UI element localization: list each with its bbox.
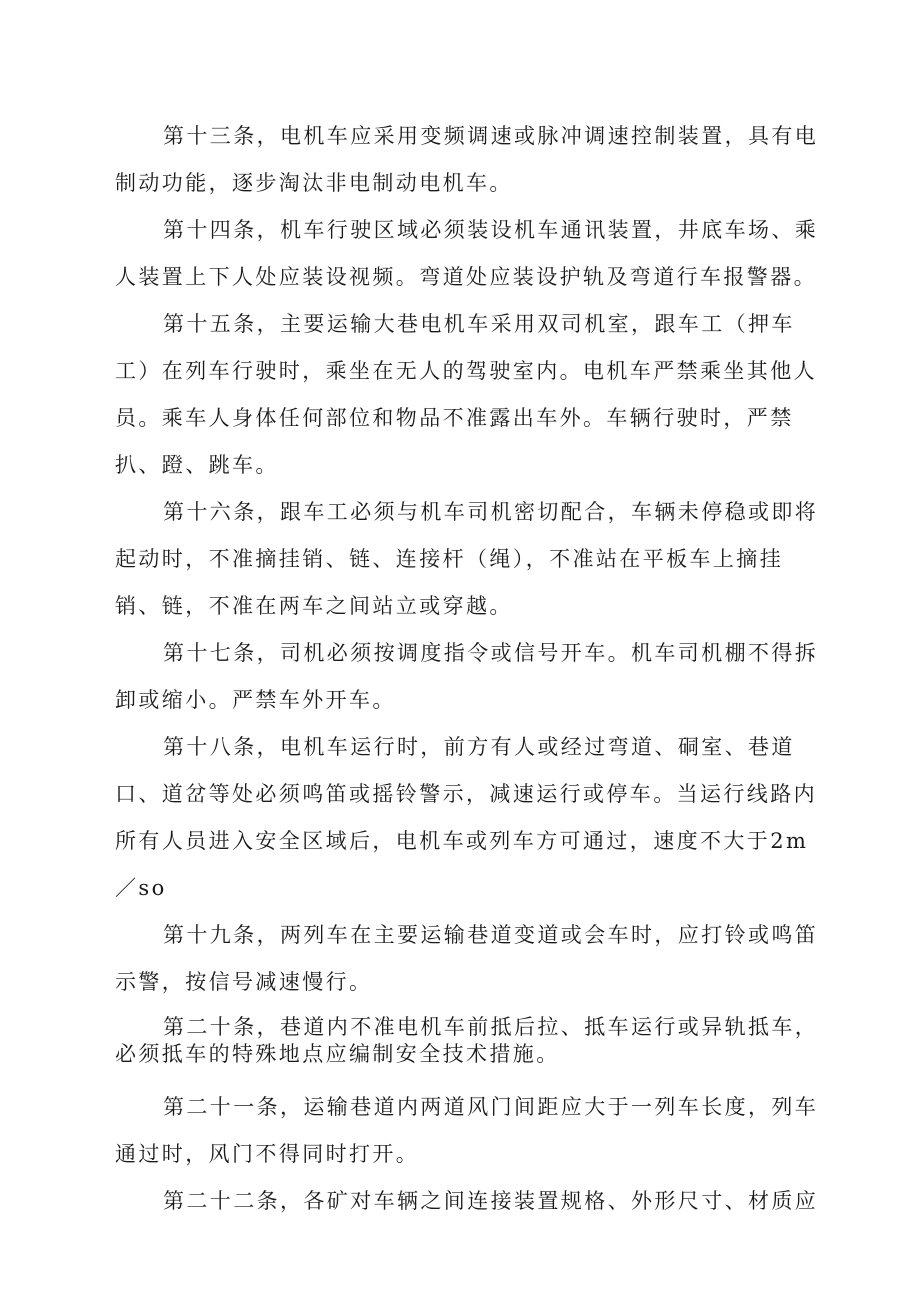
paragraph-article-17: 第十七条，司机必须按调度指令或信号开车。机车司机棚不得拆卸或缩小。严禁车外开车。 <box>115 641 819 712</box>
paragraph-article-14: 第十四条，机车行驶区域必须装设机车通讯装置，井底车场、乘人装置上下人处应装设视频。弯道处应装设护轨及弯道行车报警器。 <box>115 218 819 289</box>
paragraph-article-13: 第十三条，电机车应采用变频调速或脉冲调速控制装置，具有电制动功能，逐步淘汰非电制动电机车。 <box>115 124 819 195</box>
paragraph-article-15: 第十五条，主要运输大巷电机车采用双司机室，跟车工（押车工）在列车行驶时，乘坐在无人的驾驶室内。电机车严禁乘坐其他人员。乘车人身体任何部位和物品不准露出车外。车辆行驶时，严禁扒、蹬、跳车。 <box>115 312 817 477</box>
paragraph-article-18: 第十八条，电机车运行时，前方有人或经过弯道、硐室、巷道口、道岔等处必须鸣笛或摇铃警示，减速运行或停车。当运行线路内所有人员进入安全区域后，电机车或列车方可通过，速度不大于2m／so <box>115 735 817 900</box>
document-body <box>115 113 820 1225</box>
paragraph-article-21: 第二十一条，运输巷道内两道风门间距应大于一列车长度，列车通过时，风门不得同时打开。 <box>115 1095 819 1166</box>
paragraph-article-22: 第二十二条，各矿对车辆之间连接装置规格、外形尺寸、材质应 <box>163 1189 819 1213</box>
paragraph-article-19: 第十九条，两列车在主要运输巷道变道或会车时，应打铃或鸣笛示警，按信号减速慢行。 <box>115 923 819 994</box>
paragraph-article-20: 第二十条，巷道内不准电机车前抵后拉、抵车运行或异轨抵车，必须抵车的特殊地点应编制安全技术措施。 <box>115 1015 819 1066</box>
paragraph-article-16: 第十六条，跟车工必须与机车司机密切配合，车辆未停稳或即将起动时，不准摘挂销、链、连接杆（绳），不准站在平板车上摘挂销、链，不准在两车之间站立或穿越。 <box>115 500 819 618</box>
